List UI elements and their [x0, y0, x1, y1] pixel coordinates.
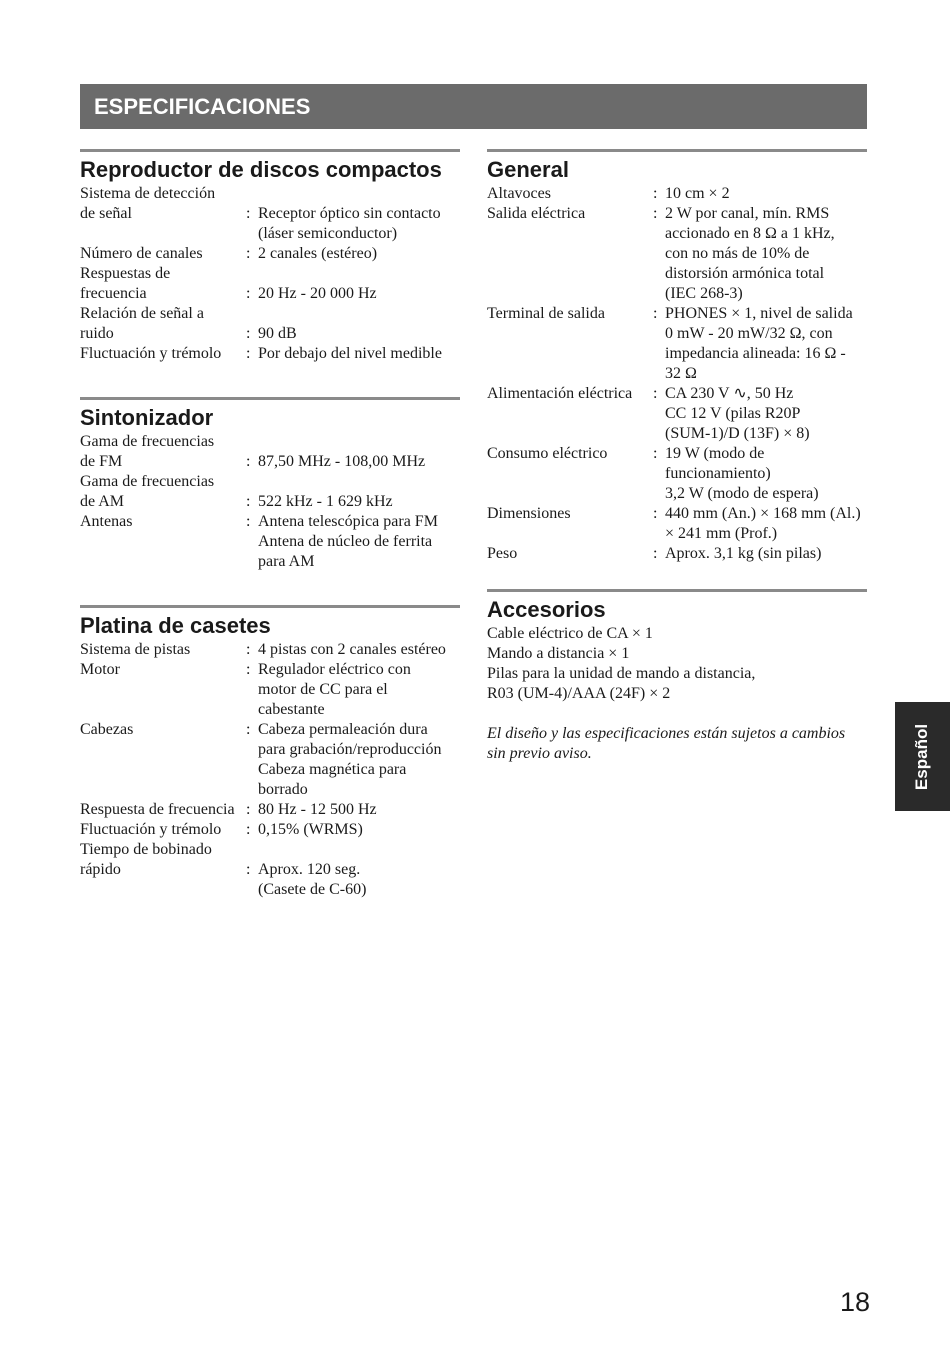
- spec-label: Motor: [80, 661, 120, 678]
- spec-colon: :: [246, 245, 251, 262]
- spec-label: Gama de frecuencias de FM: [80, 433, 215, 470]
- section-title-cd-player: Reproductor de discos compactos: [80, 149, 460, 184]
- spec-row: [487, 444, 867, 504]
- spec-value: Antena telescópica para FM Antena de núcleo de ferrita para AM: [258, 513, 438, 570]
- spec-label: Antenas: [80, 513, 133, 530]
- spec-value: 19 W (modo de funcionamiento) 3,2 W (modo de espera): [665, 445, 819, 502]
- spec-colon: :: [246, 641, 251, 658]
- spec-colon: :: [246, 861, 251, 878]
- spec-value: PHONES × 1, nivel de salida 0 mW - 20 mW/32 Ω, con impedancia alineada: 16 Ω - 32 Ω: [665, 305, 853, 382]
- spec-value: 87,50 MHz - 108,00 MHz: [258, 453, 426, 470]
- spec-value: 20 Hz - 20 000 Hz: [258, 285, 377, 302]
- spec-row: [80, 840, 460, 900]
- spec-row: [487, 304, 867, 384]
- section-tuner: [80, 397, 460, 572]
- spec-row: [80, 512, 460, 572]
- spec-label: Respuesta de frecuencia: [80, 801, 235, 818]
- spec-label: Relación de señal a ruido: [80, 305, 204, 342]
- section-title-accessories: Accesorios: [487, 589, 867, 624]
- spec-label: Sistema de detección de señal: [80, 185, 216, 222]
- spec-value: 440 mm (An.) × 168 mm (Al.) × 241 mm (Prof.): [665, 505, 861, 542]
- spec-row: [487, 184, 867, 204]
- spec-colon: :: [246, 205, 251, 222]
- spec-colon: :: [653, 305, 658, 322]
- right-column: [487, 149, 867, 797]
- spec-label: Dimensiones: [487, 505, 571, 522]
- spec-colon: :: [653, 205, 658, 222]
- page-title: ESPECIFICACIONES: [80, 84, 867, 129]
- spec-label: Fluctuación y trémolo: [80, 345, 222, 362]
- spec-row: [80, 720, 460, 800]
- spec-colon: :: [653, 385, 658, 402]
- spec-colon: :: [246, 513, 251, 530]
- spec-value: CA 230 V ∿, 50 Hz CC 12 V (pilas R20P (SUM-1)/D (13F) × 8): [665, 385, 810, 442]
- spec-row: [487, 544, 867, 564]
- section-general: [487, 149, 867, 564]
- spec-value: 2 W por canal, mín. RMS accionado en 8 Ω a 1 kHz, con no más de 10% de distorsión armónica total (IEC 268-3): [665, 205, 835, 302]
- spec-label: Salida eléctrica: [487, 205, 586, 222]
- accessory-item: Mando a distancia × 1: [487, 645, 630, 662]
- spec-row: [80, 304, 460, 344]
- spec-table-cd-player: [80, 184, 460, 364]
- spec-value: Receptor óptico sin contacto (láser semiconductor): [258, 205, 441, 242]
- spec-row: [487, 204, 867, 304]
- spec-label: Consumo eléctrico: [487, 445, 608, 462]
- spec-value: Cabeza permaleación dura para grabación/reproducción Cabeza magnética para borrado: [258, 721, 442, 798]
- page-number: 18: [839, 1287, 870, 1317]
- spec-row: [80, 472, 460, 512]
- spec-colon: :: [246, 453, 251, 470]
- spec-label: Fluctuación y trémolo: [80, 821, 222, 838]
- accessory-item: R03 (UM-4)/AAA (24F) × 2: [487, 685, 671, 702]
- accessory-item: Cable eléctrico de CA × 1: [487, 625, 653, 642]
- spec-colon: :: [246, 345, 251, 362]
- spec-colon: :: [653, 185, 658, 202]
- accessory-item: Pilas para la unidad de mando a distancia,: [487, 665, 756, 682]
- section-cd-player: [80, 149, 460, 364]
- spec-label: Sistema de pistas: [80, 641, 191, 658]
- language-tab: [895, 702, 950, 811]
- language-tab-label: Español: [912, 723, 932, 790]
- section-accessories: [487, 589, 867, 764]
- spec-row: [80, 800, 460, 820]
- section-cassette: [80, 605, 460, 900]
- spec-label: Alimentación eléctrica: [487, 385, 633, 402]
- spec-label: Gama de frecuencias de AM: [80, 473, 215, 510]
- spec-colon: :: [246, 285, 251, 302]
- spec-value: Por debajo del nivel medible: [258, 345, 442, 362]
- disclaimer-note: El diseño y las especificaciones están sujetos a cambios sin previo aviso.: [487, 725, 846, 762]
- spec-colon: :: [246, 325, 251, 342]
- spec-value: Aprox. 120 seg. (Casete de C-60): [258, 861, 367, 898]
- spec-colon: :: [246, 493, 251, 510]
- spec-value: 90 dB: [258, 325, 297, 342]
- spec-label: Peso: [487, 545, 518, 562]
- spec-label: Tiempo de bobinado rápido: [80, 841, 212, 878]
- spec-label: Número de canales: [80, 245, 203, 262]
- spec-label: Respuestas de frecuencia: [80, 265, 171, 302]
- spec-table-cassette: [80, 640, 460, 900]
- section-title-cassette: Platina de casetes: [80, 605, 460, 640]
- spec-label: Altavoces: [487, 185, 551, 202]
- spec-row: [487, 504, 867, 544]
- spec-table-general: [487, 184, 867, 564]
- spec-row: [487, 384, 867, 444]
- spec-colon: :: [246, 801, 251, 818]
- spec-value: Aprox. 3,1 kg (sin pilas): [665, 545, 822, 562]
- spec-row: [80, 660, 460, 720]
- section-title-general: General: [487, 149, 867, 184]
- spec-row: [80, 184, 460, 244]
- spec-row: [80, 432, 460, 472]
- spec-value: 80 Hz - 12 500 Hz: [258, 801, 377, 818]
- spec-label: Terminal de salida: [487, 305, 605, 322]
- spec-value: 4 pistas con 2 canales estéreo: [258, 641, 446, 658]
- spec-row: [80, 344, 460, 364]
- section-title-tuner: Sintonizador: [80, 397, 460, 432]
- spec-colon: :: [653, 505, 658, 522]
- spec-value: 2 canales (estéreo): [258, 245, 378, 262]
- spec-value: Regulador eléctrico con motor de CC para el cabestante: [258, 661, 411, 718]
- spec-colon: :: [246, 721, 251, 738]
- spec-colon: :: [653, 545, 658, 562]
- spec-colon: :: [246, 821, 251, 838]
- spec-colon: :: [653, 445, 658, 462]
- spec-row: [80, 640, 460, 660]
- spec-table-tuner: [80, 432, 460, 572]
- spec-colon: :: [246, 661, 251, 678]
- spec-value: 522 kHz - 1 629 kHz: [258, 493, 393, 510]
- spec-label: Cabezas: [80, 721, 134, 738]
- accessories-list: [487, 624, 867, 704]
- spec-value: 0,15% (WRMS): [258, 821, 363, 838]
- spec-row: [80, 264, 460, 304]
- spec-row: [80, 244, 460, 264]
- left-column: [80, 149, 460, 933]
- spec-row: [80, 820, 460, 840]
- spec-value: 10 cm × 2: [665, 185, 730, 202]
